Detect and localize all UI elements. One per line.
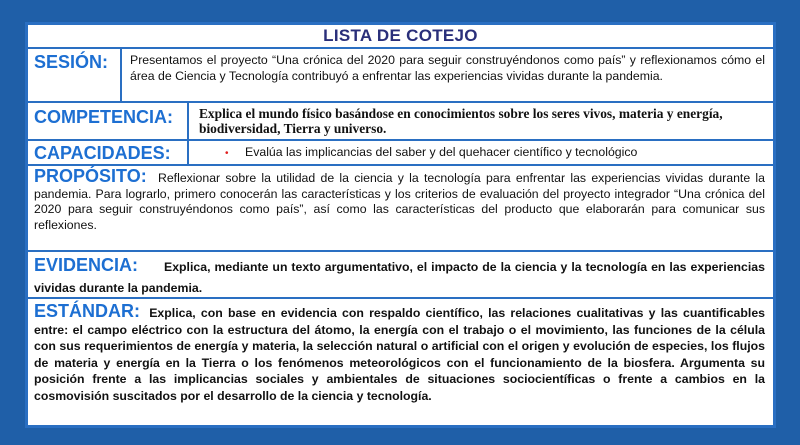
- purpose-label: PROPÓSITO:: [34, 166, 147, 186]
- session-label: SESIÓN:: [34, 52, 109, 72]
- checklist-sheet: [25, 22, 776, 428]
- session-row: [28, 49, 773, 103]
- capacities-row: [28, 141, 773, 166]
- evidence-row: [28, 252, 773, 299]
- evidence-text: Explica, mediante un texto argumentativo, el impacto de la ciencia y la tecnología en las experiencias vividas durante la pandemia.: [34, 260, 765, 295]
- session-text: Presentamos el proyecto “Una crónica del 2020 para seguir construyéndonos como país” y reflexionamos cómo el área de Ciencia y Tecnología contribuyó a enfrentar las experiencias vividas durante la pandemia.: [130, 53, 765, 83]
- competence-text: Explica el mundo físico basándose en conocimientos sobre los seres vivos, materia y energía, biodiversidad, Tierra y universo.: [199, 106, 723, 136]
- competence-label: COMPETENCIA:: [34, 107, 173, 127]
- evidence-label: EVIDENCIA:: [34, 255, 139, 275]
- page-title: LISTA DE COTEJO: [28, 25, 773, 49]
- purpose-text: Reflexionar sobre la utilidad de la ciencia y la tecnología para enfrentar las experiencias vividas durante la pandemia. Para lograrlo, primero conocerán las características y los criterios de evaluación del proyecto integrador “Una crónica del 2020 para seguir construyéndonos como país”, así como las características del producto que elaborarán para comunicar sus reflexiones.: [34, 171, 765, 232]
- competence-label-cell: [28, 103, 189, 139]
- capacities-text: Evalúa las implicancias del saber y del quehacer científico y tecnológico: [245, 145, 638, 159]
- capacities-text-cell: [189, 141, 773, 164]
- capacities-label: CAPACIDADES:: [34, 143, 171, 163]
- standard-text: Explica, con base en evidencia con respaldo científico, las relaciones cualitativas y las cuantificables entre: el campo eléctrico con la estructura del átomo, la energía con el trabajo o el movimiento, las funciones de la célula con sus requerimientos de energía y materia, la selección natural o artificial con el origen y evolución de especies, los flujos de materia y energía en la Tierra o los fenómenos meteorológicos con el funcionamiento de la biosfera. Argumenta su posición frente a las implicancias sociales y ambientales de situaciones sociocientíficas o frente a cambios en la cosmovisión suscitados por el desarrollo de la ciencia y tecnología.: [34, 306, 765, 403]
- capacities-label-cell: [28, 141, 189, 164]
- competence-row: [28, 103, 773, 141]
- session-label-cell: [28, 49, 122, 101]
- standard-row: [28, 299, 773, 405]
- bullet-icon: •: [225, 148, 229, 159]
- standard-label: ESTÁNDAR:: [34, 301, 140, 321]
- purpose-row: [28, 166, 773, 252]
